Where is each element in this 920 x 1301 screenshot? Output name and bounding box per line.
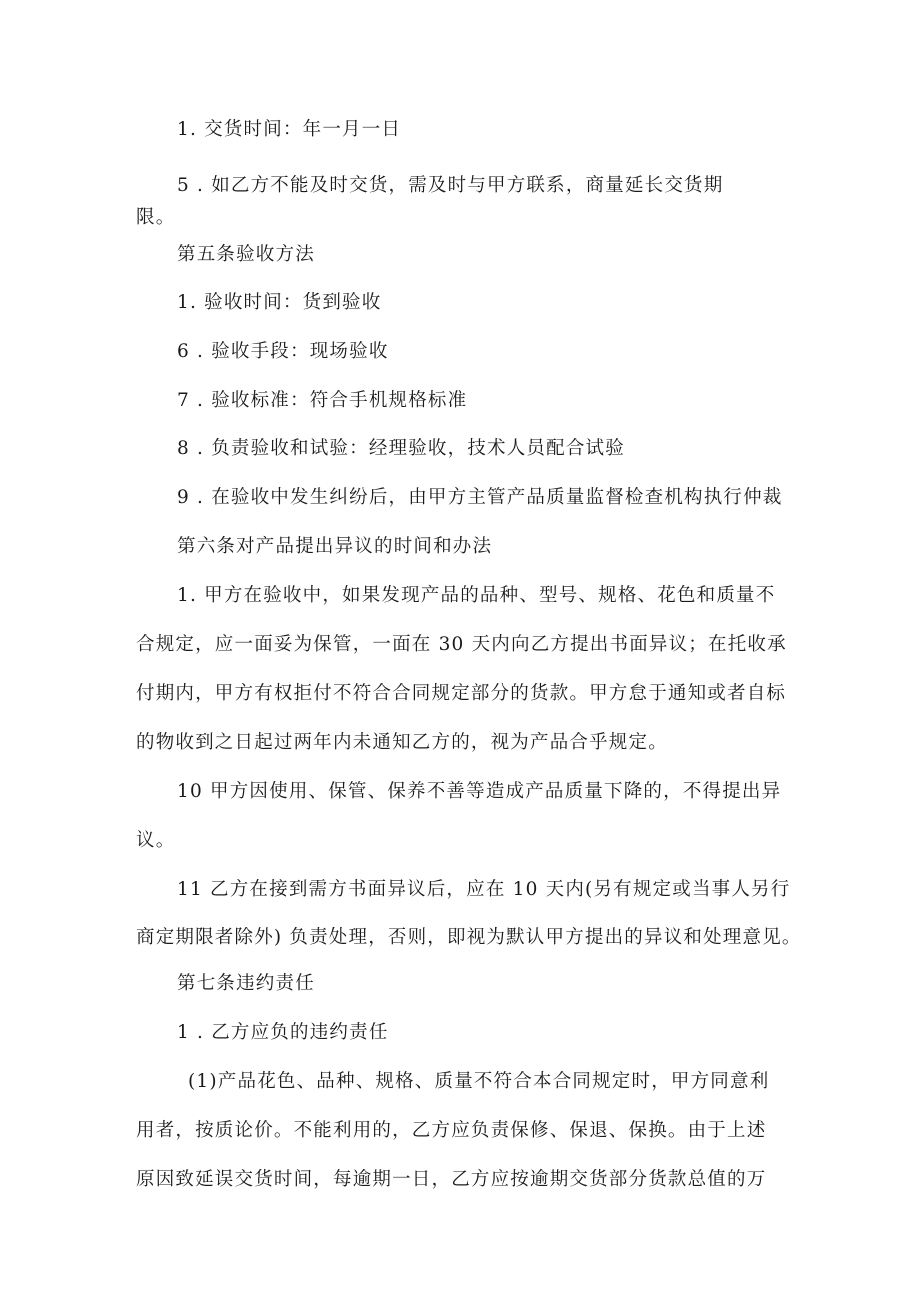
quality-decline-item: 10 甲方因使用、保管、保养不善等造成产品质量下降的，不得提出异: [177, 781, 782, 802]
party-b-liability-item: 1 . 乙方应负的违约责任: [177, 1022, 389, 1043]
acceptance-time-item: 1. 验收时间：货到验收: [177, 292, 382, 313]
acceptance-means-item: 6 . 验收手段：现场验收: [177, 341, 389, 362]
liability-paragraph-line: (1)产品花色、品种、规格、质量不符合本合同规定时，甲方同意利: [188, 1071, 770, 1092]
objection-paragraph-line: 的物收到之日起过两年内未通知乙方的，视为产品合乎规定。: [136, 732, 668, 753]
objection-paragraph-line: 合规定，应一面妥为保管，一面在 30 天内向乙方提出书面异议；在托收承: [136, 634, 787, 655]
dispute-arbitration-item: 9 . 在验收中发生纠纷后，由甲方主管产品质量监督检查机构执行仲裁: [177, 487, 783, 508]
liability-paragraph-line: 用者，按质论价。不能利用的，乙方应负责保修、保退、保换。由于上述: [136, 1120, 767, 1141]
delivery-delay-item: 5 . 如乙方不能及时交货，需及时与甲方联系，商量延长交货期: [177, 175, 724, 196]
delivery-time-item: 1. 交货时间：年一月一日: [177, 119, 402, 140]
supplier-handling-item: 11 乙方在接到需方书面异议后，应在 10 天内(另有规定或当事人另行: [177, 879, 791, 900]
objection-paragraph-line: 1. 甲方在验收中，如果发现产品的品种、型号、规格、花色和质量不: [177, 585, 776, 606]
delivery-delay-item-cont: 限。: [136, 207, 176, 228]
section-heading-objection: 第六条对产品提出异议的时间和办法: [177, 536, 493, 557]
objection-paragraph-line: 付期内，甲方有权拒付不符合合同规定部分的货款。甲方怠于通知或者自标: [136, 683, 787, 704]
section-heading-liability: 第七条违约责任: [177, 973, 315, 994]
section-heading-acceptance: 第五条验收方法: [177, 244, 315, 265]
liability-paragraph-line: 原因致延误交货时间，每逾期一日，乙方应按逾期交货部分货款总值的万: [136, 1169, 767, 1190]
acceptance-responsibility-item: 8 . 负责验收和试验：经理验收，技术人员配合试验: [177, 438, 625, 459]
acceptance-standard-item: 7 . 验收标准：符合手机规格标准: [177, 390, 468, 411]
supplier-handling-item-cont: 商定期限者除外) 负责处理，否则，即视为默认甲方提出的异议和处理意见。: [136, 927, 802, 948]
quality-decline-item-cont: 议。: [136, 830, 176, 851]
